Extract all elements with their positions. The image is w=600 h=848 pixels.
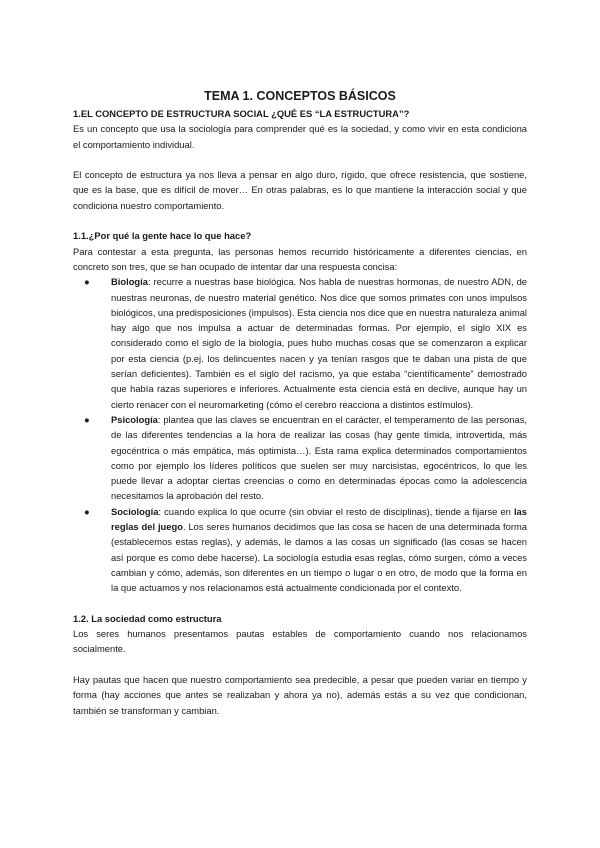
list-item-psicologia: [84, 412, 527, 504]
document-page: [73, 88, 527, 718]
text-sociologia-2: . Los seres humanos decidimos que las cosa se hacen de una determinada forma (establecemos estas reglas), y además, le damos a las cosas un significado (las cosas se hacen así porque es como debe hacerse). La sociología estudia esas reglas, cómo surgen, cómo a veces cambian y cómo, además, son diferentes en un tiempo o lugar o en otro, de modo que la forma en la que actuamos y nos relacionamos está actualmente condicionada por el contexto.: [111, 521, 527, 594]
spacer: [73, 657, 527, 672]
term-reglas-del-juego: las reglas del juego: [111, 505, 527, 533]
bullet-icon: ●: [84, 505, 90, 517]
term-psicologia: Psicología: [111, 413, 158, 425]
section-1-heading: 1.EL CONCEPTO DE ESTRUCTURA SOCIAL ¿QUÉ ES “LA ESTRUCTURA”?: [73, 108, 410, 119]
spacer: [73, 152, 527, 167]
text-sociologia: : cuando explica lo que ocurre (sin obviar el resto de disciplinas), tiende a fijarse en: [158, 505, 514, 517]
list-item-biologia: [84, 274, 527, 412]
term-sociologia: Sociología: [111, 505, 159, 517]
section-1-paragraph-2: El concepto de estructura ya nos lleva a pensar en algo duro, rígido, que ofrece resistencia, que sostiene, que es la base, que es difícil de mover… En otras palabras, es lo que mantiene la interacción social y que condiciona nuestro comportamiento.: [73, 169, 527, 211]
bullet-icon: ●: [84, 413, 90, 425]
term-biologia: Biología: [111, 276, 148, 288]
section-1-2-paragraph-2: Hay pautas que hacen que nuestro comportamiento sea predecible, a pesar que pueden variar en tiempo y forma (hay acciones que antes se realizaban y ahora ya no), además estás a su vez que condicionan, también se transforman y cambian.: [73, 673, 527, 716]
text-psicologia: : plantea que las claves se encuentran en el carácter, el temperamento de las personas, de las diferentes tendencias a la hora de realizar las cosas (hay gente tímida, introvertida, más egocéntrica o más empática, más optimista…). Esta rama explica determinados comportamientos como por ejemplo los líderes políticos que suelen ser muy narcisistas, egocéntricos, lo que les puede llevar a adoptar ciertas creencias o como en determinadas épocas como la adolescencia necesitamos la aprobación del resto.: [111, 413, 527, 502]
spacer: [73, 213, 527, 228]
page-title: TEMA 1. CONCEPTOS BÁSICOS: [204, 89, 396, 103]
spacer: [73, 596, 527, 611]
bullet-icon: ●: [84, 276, 90, 288]
section-1-1-intro: Para contestar a esta pregunta, las personas hemos recurrido históricamente a diferentes ciencias, en concreto son tres, que se han ocupado de intentar dar una respuesta concisa:: [73, 245, 527, 272]
list-item-sociologia: [84, 504, 527, 596]
text-biologia: : recurre a nuestras base biológica. Nos habla de nuestras hormonas, de nuestro ADN, de nuestras neuronas, de nuestro material genético. Nos dice que somos primates con unos impulsos biológicos, una predisposiciones (impulsos). Esta ciencia nos dice que en nuestra naturaleza animal hay algo que nos impulsa a actuar de determinadas formas. Por ejemplo, el siglo XIX es considerado como el siglo de la biología, pues hubo muchas cosas que se comenzaron a explicar por esta ciencia (p.ej. los delincuentes nacen y ya tenían rasgos que te daban una pista de que serían deficientes). También es el siglo del racismo, ya que estaba “científicamente” demostrado que había razas superiores e inferiores. Actualmente esta ciencia está en declive, aunque hay un cierto renacer con el neuromarketing (cómo el cerebro reacciona a distintos estímulos).: [111, 276, 527, 410]
section-1-2-heading: 1.2. La sociedad como estructura: [73, 612, 222, 624]
section-1-1-heading: 1.1.¿Por qué la gente hace lo que hace?: [73, 230, 252, 242]
section-1-2-paragraph-1: Los seres humanos presentamos pautas estables de comportamiento cuando nos relacionamos socialmente.: [73, 628, 527, 655]
disciplines-list: [73, 274, 527, 595]
section-1-paragraph-1: Es un concepto que usa la sociología para comprender qué es la sociedad, y como vivir en esta condiciona el comportamiento individual.: [73, 123, 527, 150]
